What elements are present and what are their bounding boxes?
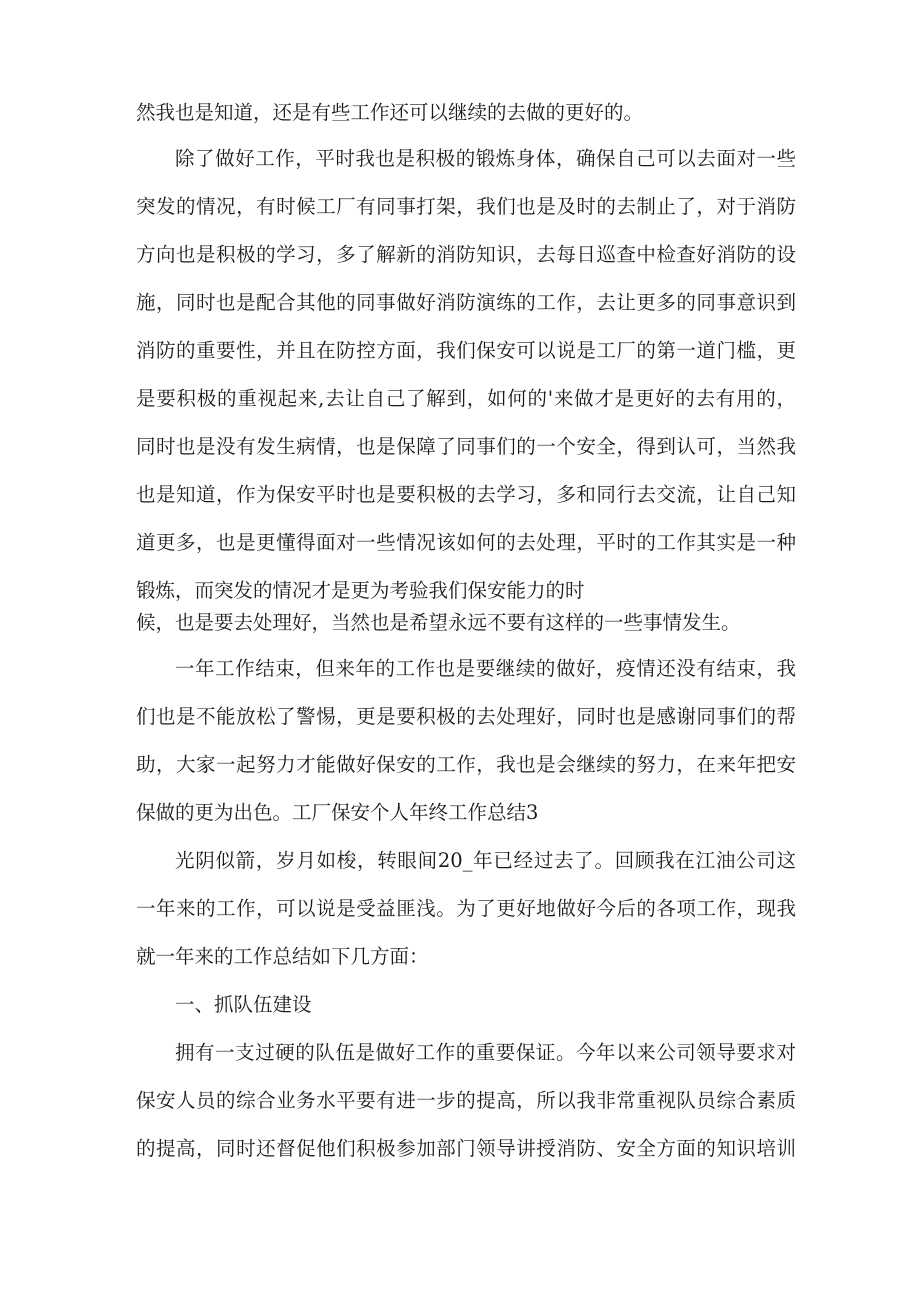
- paragraph-line: 拥有一支过硬的队伍是做好工作的重要保证。今年以来公司领导要求对: [175, 1041, 796, 1064]
- paragraph-line: 施，同时也是配合其他的同事做好消防演练的工作，去让更多的同事意识到: [136, 291, 796, 314]
- paragraph-line: 的提高，同时还督促他们积极参加部门领导讲授消防、安全方面的知识培训: [136, 1137, 796, 1160]
- paragraph-line: 就一年来的工作总结如下几方面：: [136, 945, 429, 968]
- paragraph-line: 道更多，也是更懂得面对一些情况该如何的去处理，平时的工作其实是一种: [136, 531, 796, 554]
- paragraph-line: 突发的情况，有时候工厂有同事打架，我们也是及时的去制止了，对于消防: [136, 195, 796, 218]
- paragraph-line: 一年工作结束，但来年的工作也是要继续的做好，疫情还没有结束，我: [175, 657, 796, 680]
- paragraph-line: 保安人员的综合业务水平要有进一步的提高，所以我非常重视队员综合素质: [136, 1089, 796, 1112]
- paragraph-line: 们也是不能放松了警惕，更是要积极的去处理好，同时也是感谢同事们的帮: [136, 705, 796, 728]
- paragraph-line: 锻炼，而突发的情况才是更为考验我们保安能力的时: [136, 579, 585, 602]
- paragraph-line: 也是知道，作为保安平时也是要积极的去学习，多和同行去交流，让自己知: [136, 483, 796, 506]
- paragraph-line: 然我也是知道，还是有些工作还可以继续的去做的更好的。: [136, 101, 644, 124]
- paragraph-line: 一年来的工作，可以说是受益匪浅。为了更好地做好今后的各项工作，现我: [136, 897, 796, 920]
- paragraph-line: 助，大家一起努力才能做好保安的工作，我也是会继续的努力，在来年把安: [136, 753, 796, 776]
- paragraph-line: 消防的重要性，并且在防控方面，我们保安可以说是工厂的第一道门槛，更: [136, 339, 796, 362]
- paragraph-line: 除了做好工作，平时我也是积极的锻炼身体，确保自己可以去面对一些: [175, 147, 796, 170]
- paragraph-line: 候，也是要去处理好，当然也是希望永远不要有这样的一些事情发生。: [136, 611, 741, 634]
- paragraph-line: 方向也是积极的学习，多了解新的消防知识，去每日巡查中检查好消防的设: [136, 243, 796, 266]
- section-heading: 一、抓队伍建设: [175, 993, 312, 1016]
- paragraph-line: 同时也是没有发生病情，也是保障了同事们的一个安全，得到认可，当然我: [136, 435, 796, 458]
- paragraph-line: 光阴似箭，岁月如梭，转眼间20_年已经过去了。回顾我在江油公司这: [175, 849, 796, 872]
- paragraph-line: 保做的更为出色。工厂保安个人年终工作总结3: [136, 801, 539, 824]
- paragraph-line: 是要积极的重视起来,去让自己了解到，如何的'来做才是更好的去有用的，: [136, 387, 796, 410]
